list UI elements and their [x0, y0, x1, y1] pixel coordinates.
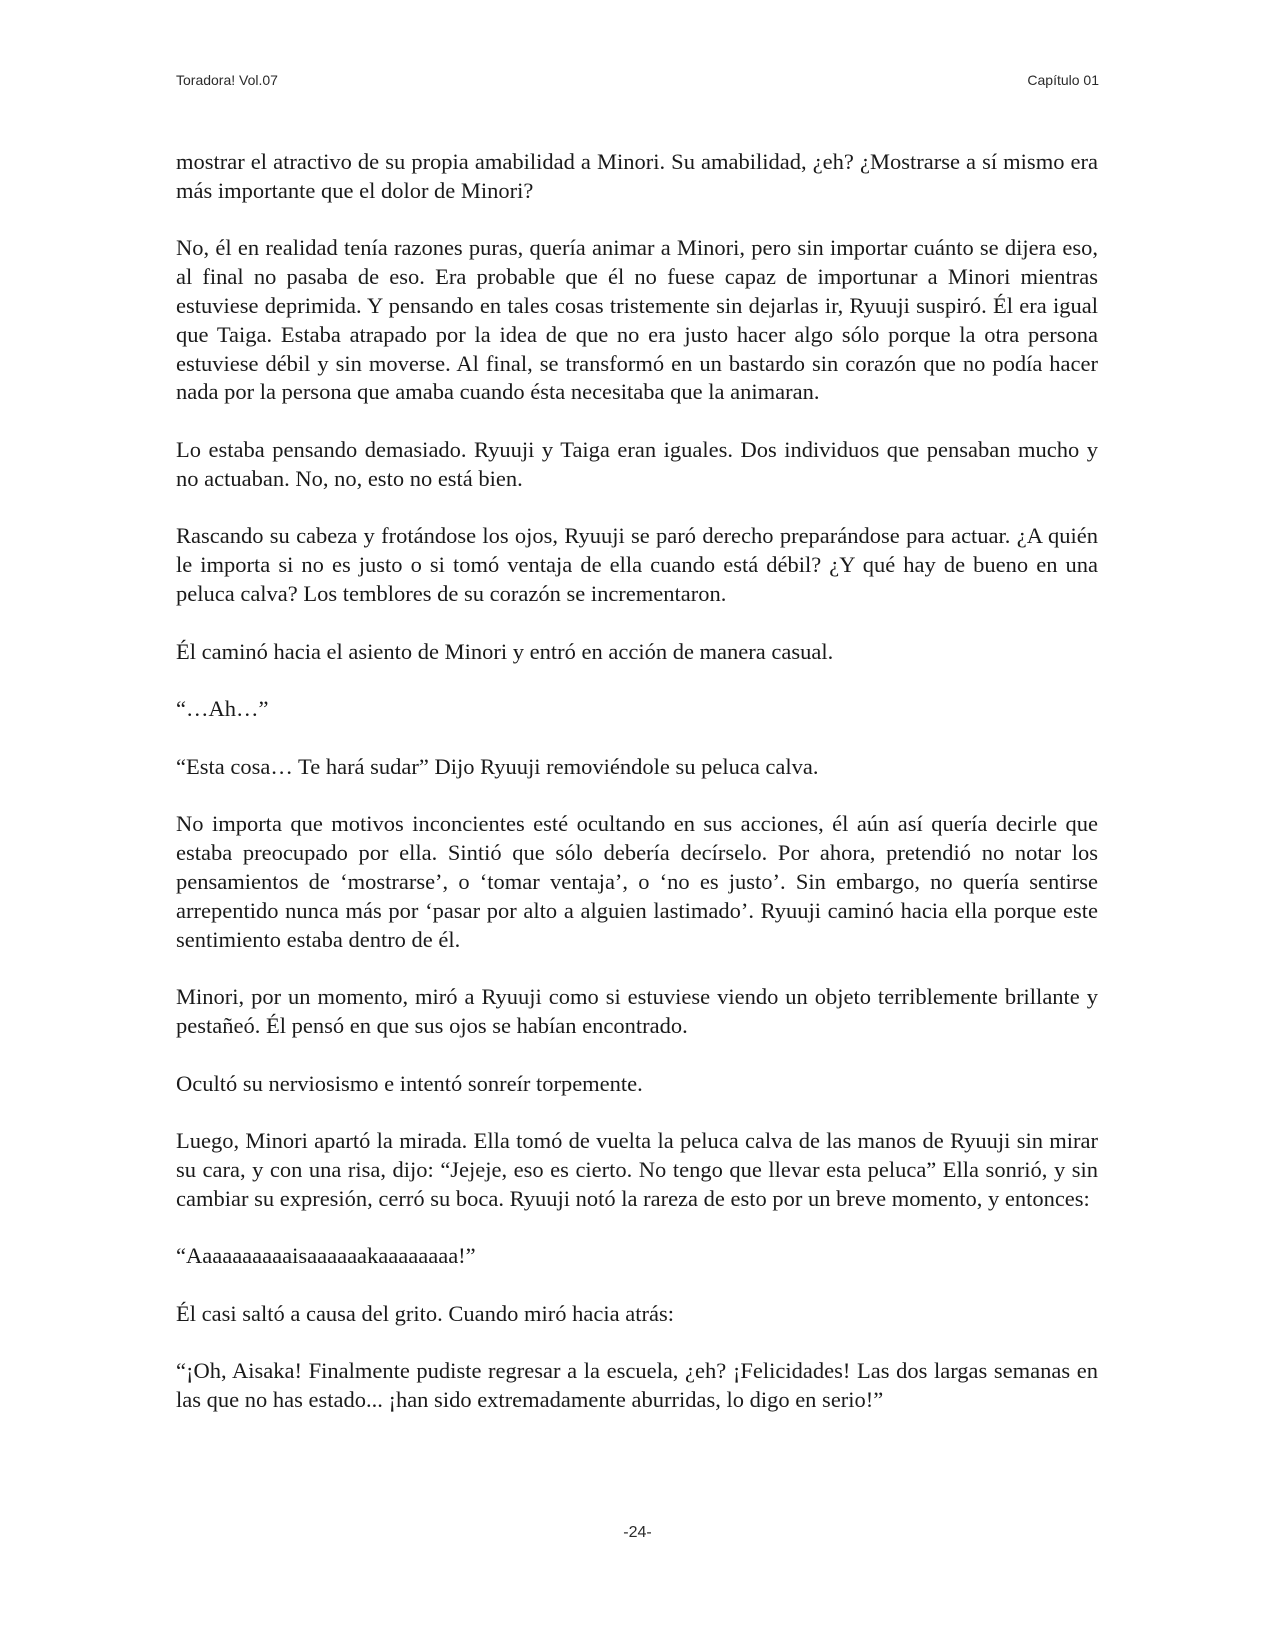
- paragraph: Ocultó su nerviosismo e intentó sonreír torpemente.: [176, 1070, 643, 1096]
- paragraph: Él casi saltó a causa del grito. Cuando miró hacia atrás:: [176, 1300, 674, 1326]
- paragraph: “…Ah…”: [176, 696, 269, 722]
- header-chapter: Capítulo 01: [1027, 72, 1099, 88]
- paragraph: Luego, Minori apartó la mirada. Ella tomó de vuelta la peluca calva de las manos de Ryuuji sin mirar su cara, y con una risa, dijo: “Jejeje, eso es cierto. No tengo que llevar esta peluca” Ella sonrió, y sin cambiar su expresión, cerró su boca. Ryuuji notó la rareza de esto por un breve momento, y entonces:: [176, 1128, 1098, 1211]
- paragraph: Lo estaba pensando demasiado. Ryuuji y Taiga eran iguales. Dos individuos que pensaban mucho y no actuaban. No, no, esto no está bien.: [176, 436, 1098, 491]
- paragraph: “¡Oh, Aisaka! Finalmente pudiste regresar a la escuela, ¿eh? ¡Felicidades! Las dos largas semanas en las que no has estado... ¡han sido extremadamente aburridas, lo digo en serio!”: [176, 1358, 1098, 1413]
- paragraph: “Aaaaaaaaaaisaaaaaakaaaaaaaa!”: [176, 1243, 476, 1269]
- header-book-title: Toradora! Vol.07: [176, 72, 278, 88]
- page-number: -24-: [623, 1524, 652, 1541]
- paragraph: No, él en realidad tenía razones puras, quería animar a Minori, pero sin importar cuánto se dijera eso, al final no pasaba de eso. Era probable que él no fuese capaz de importunar a Minori mientras estuviese deprimida. Y pensando en tales cosas tristemente sin dejarlas ir, Ryuuji suspiró. Él era igual que Taiga. Estaba atrapado por la idea de que no era justo hacer algo sólo porque la otra persona estuviese débil y sin moverse. Al final, se transformó en un bastardo sin corazón que no podía hacer nada por la persona que amaba cuando ésta necesitaba que la animaran.: [176, 235, 1098, 405]
- paragraph: “Esta cosa… Te hará sudar” Dijo Ryuuji removiéndole su peluca calva.: [176, 753, 819, 779]
- paragraph: mostrar el atractivo de su propia amabilidad a Minori. Su amabilidad, ¿eh? ¿Mostrarse a sí mismo era más importante que el dolor de Minori?: [176, 149, 1098, 203]
- paragraph: No importa que motivos inconcientes esté ocultando en sus acciones, él aún así quería decirle que estaba preocupado por ella. Sintió que sólo debería decírselo. Por ahora, pretendió no notar los pensamientos de ‘mostrarse’, o ‘tomar ventaja’, o ‘no es justo’. Sin embargo, no quería sentirse arrepentido nunca más por ‘pasar por alto a alguien lastimado’. Ryuuji caminó hacia ella porque este sentimiento estaba dentro de él.: [176, 811, 1098, 952]
- page-header: [176, 72, 1099, 94]
- paragraph: Rascando su cabeza y frotándose los ojos, Ryuuji se paró derecho preparándose para actuar. ¿A quién le importa si no es justo o si tomó ventaja de ella cuando está débil? ¿Y qué hay de bueno en una peluca calva? Los temblores de su corazón se incrementaron.: [176, 523, 1098, 606]
- paragraph: Minori, por un momento, miró a Ryuuji como si estuviese viendo un objeto terriblemente brillante y pestañeó. Él pensó en que sus ojos se habían encontrado.: [176, 984, 1098, 1038]
- body-text: [176, 148, 1098, 1444]
- paragraph: Él caminó hacia el asiento de Minori y entró en acción de manera casual.: [176, 638, 834, 664]
